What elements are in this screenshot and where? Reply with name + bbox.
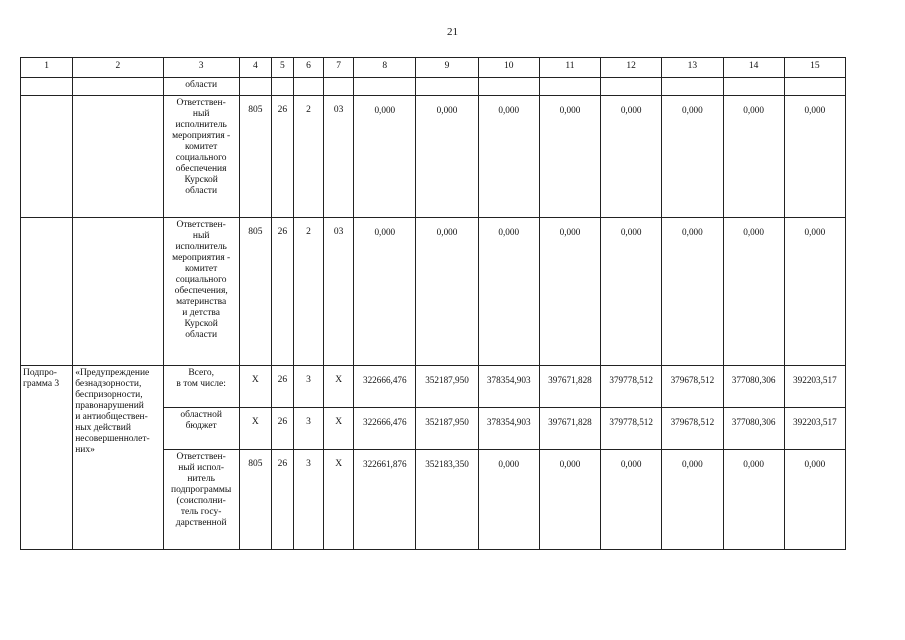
amount-cell: 377080,306 [723, 366, 784, 408]
code-cell: 26 [271, 218, 293, 366]
amount-cell: 0,000 [354, 96, 416, 218]
amount-cell: 322661,876 [354, 450, 416, 550]
column-header-8: 8 [354, 58, 416, 78]
amount-cell: 0,000 [601, 218, 662, 366]
amount-cell: 379778,512 [601, 366, 662, 408]
column-header-14: 14 [723, 58, 784, 78]
amount-cell: 397671,828 [539, 366, 600, 408]
amount-cell: 0,000 [784, 96, 845, 218]
code-cell [271, 78, 293, 96]
amount-cell: 0,000 [416, 96, 478, 218]
page-number: 21 [447, 26, 458, 38]
responsible-cell: Ответствен- ный исполнитель мероприятия - комитет социального обеспечения Курской области [163, 96, 239, 218]
amount-cell [601, 78, 662, 96]
column-header-13: 13 [662, 58, 723, 78]
amount-cell: 379678,512 [662, 408, 723, 450]
code-cell: 26 [271, 366, 293, 408]
amount-cell: 397671,828 [539, 408, 600, 450]
amount-cell: 0,000 [416, 218, 478, 366]
amount-cell: 352187,950 [416, 366, 478, 408]
column-header-4: 4 [239, 58, 271, 78]
amount-cell [723, 78, 784, 96]
responsible-cell: области [163, 78, 239, 96]
code-cell: 26 [271, 96, 293, 218]
amount-cell: 378354,903 [478, 408, 539, 450]
code-cell: 26 [271, 408, 293, 450]
amount-cell: 0,000 [601, 450, 662, 550]
amount-cell: 379778,512 [601, 408, 662, 450]
amount-cell: 352183,350 [416, 450, 478, 550]
code-cell: Х [239, 366, 271, 408]
responsible-cell: Ответствен- ный исполнитель мероприятия - комитет социального обеспечения, материнства и детства Курской области [163, 218, 239, 366]
code-cell [239, 78, 271, 96]
code-cell: 2 [293, 96, 323, 218]
code-cell: 805 [239, 450, 271, 550]
program-cell [21, 96, 73, 218]
responsible-cell: Всего, в том числе: [163, 366, 239, 408]
column-header-6: 6 [293, 58, 323, 78]
program-title-cell [73, 96, 163, 218]
amount-cell: 0,000 [662, 96, 723, 218]
amount-cell: 0,000 [784, 450, 845, 550]
code-cell: 805 [239, 96, 271, 218]
amount-cell [478, 78, 539, 96]
column-header-10: 10 [478, 58, 539, 78]
amount-cell: 0,000 [478, 450, 539, 550]
amount-cell: 0,000 [662, 450, 723, 550]
amount-cell: 0,000 [723, 450, 784, 550]
column-header-2: 2 [73, 58, 163, 78]
amount-cell [662, 78, 723, 96]
column-header-12: 12 [601, 58, 662, 78]
column-header-7: 7 [324, 58, 354, 78]
amount-cell [416, 78, 478, 96]
header-row [21, 58, 846, 78]
subprogram-label: Подпро- грамма 3 [21, 366, 73, 550]
amount-cell: 392203,517 [784, 408, 845, 450]
amount-cell: 0,000 [539, 218, 600, 366]
code-cell: 805 [239, 218, 271, 366]
subprogram-title: «Предупреждение безнадзорности, беспризорности, правонарушений и антиобществен- ных действий несовершеннолет- них» [73, 366, 163, 550]
code-cell [324, 78, 354, 96]
code-cell: Х [324, 450, 354, 550]
amount-cell: 322666,476 [354, 408, 416, 450]
program-title-cell [73, 78, 163, 96]
amount-cell: 0,000 [662, 218, 723, 366]
amount-cell: 378354,903 [478, 366, 539, 408]
amount-cell: 0,000 [601, 96, 662, 218]
amount-cell: 0,000 [539, 450, 600, 550]
code-cell: 3 [293, 366, 323, 408]
amount-cell: 0,000 [539, 96, 600, 218]
column-header-11: 11 [539, 58, 600, 78]
code-cell: 26 [271, 450, 293, 550]
amount-cell: 0,000 [478, 96, 539, 218]
amount-cell [784, 78, 845, 96]
amount-cell [539, 78, 600, 96]
program-cell [21, 78, 73, 96]
code-cell: Х [239, 408, 271, 450]
column-header-9: 9 [416, 58, 478, 78]
amount-cell: 0,000 [723, 96, 784, 218]
table-row [21, 218, 846, 366]
amount-cell: 379678,512 [662, 366, 723, 408]
amount-cell: 322666,476 [354, 366, 416, 408]
amount-cell: 0,000 [354, 218, 416, 366]
amount-cell [354, 78, 416, 96]
column-header-3: 3 [163, 58, 239, 78]
amount-cell: 0,000 [478, 218, 539, 366]
code-cell: Х [324, 408, 354, 450]
responsible-cell: Ответствен- ный испол- нитель подпрограммы (соисполни- тель госу- дарственной [163, 450, 239, 550]
table-row [21, 96, 846, 218]
responsible-cell: областной бюджет [163, 408, 239, 450]
code-cell: 03 [324, 218, 354, 366]
amount-cell: 352187,950 [416, 408, 478, 450]
table-row [21, 366, 846, 408]
program-title-cell [73, 218, 163, 366]
program-cell [21, 218, 73, 366]
code-cell: 3 [293, 408, 323, 450]
amount-cell: 0,000 [784, 218, 845, 366]
code-cell: Х [324, 366, 354, 408]
column-header-1: 1 [21, 58, 73, 78]
column-header-15: 15 [784, 58, 845, 78]
amount-cell: 377080,306 [723, 408, 784, 450]
code-cell: 3 [293, 450, 323, 550]
code-cell [293, 78, 323, 96]
amount-cell: 0,000 [723, 218, 784, 366]
column-header-5: 5 [271, 58, 293, 78]
code-cell: 2 [293, 218, 323, 366]
table-row [21, 78, 846, 96]
budget-table [20, 57, 846, 550]
code-cell: 03 [324, 96, 354, 218]
amount-cell: 392203,517 [784, 366, 845, 408]
